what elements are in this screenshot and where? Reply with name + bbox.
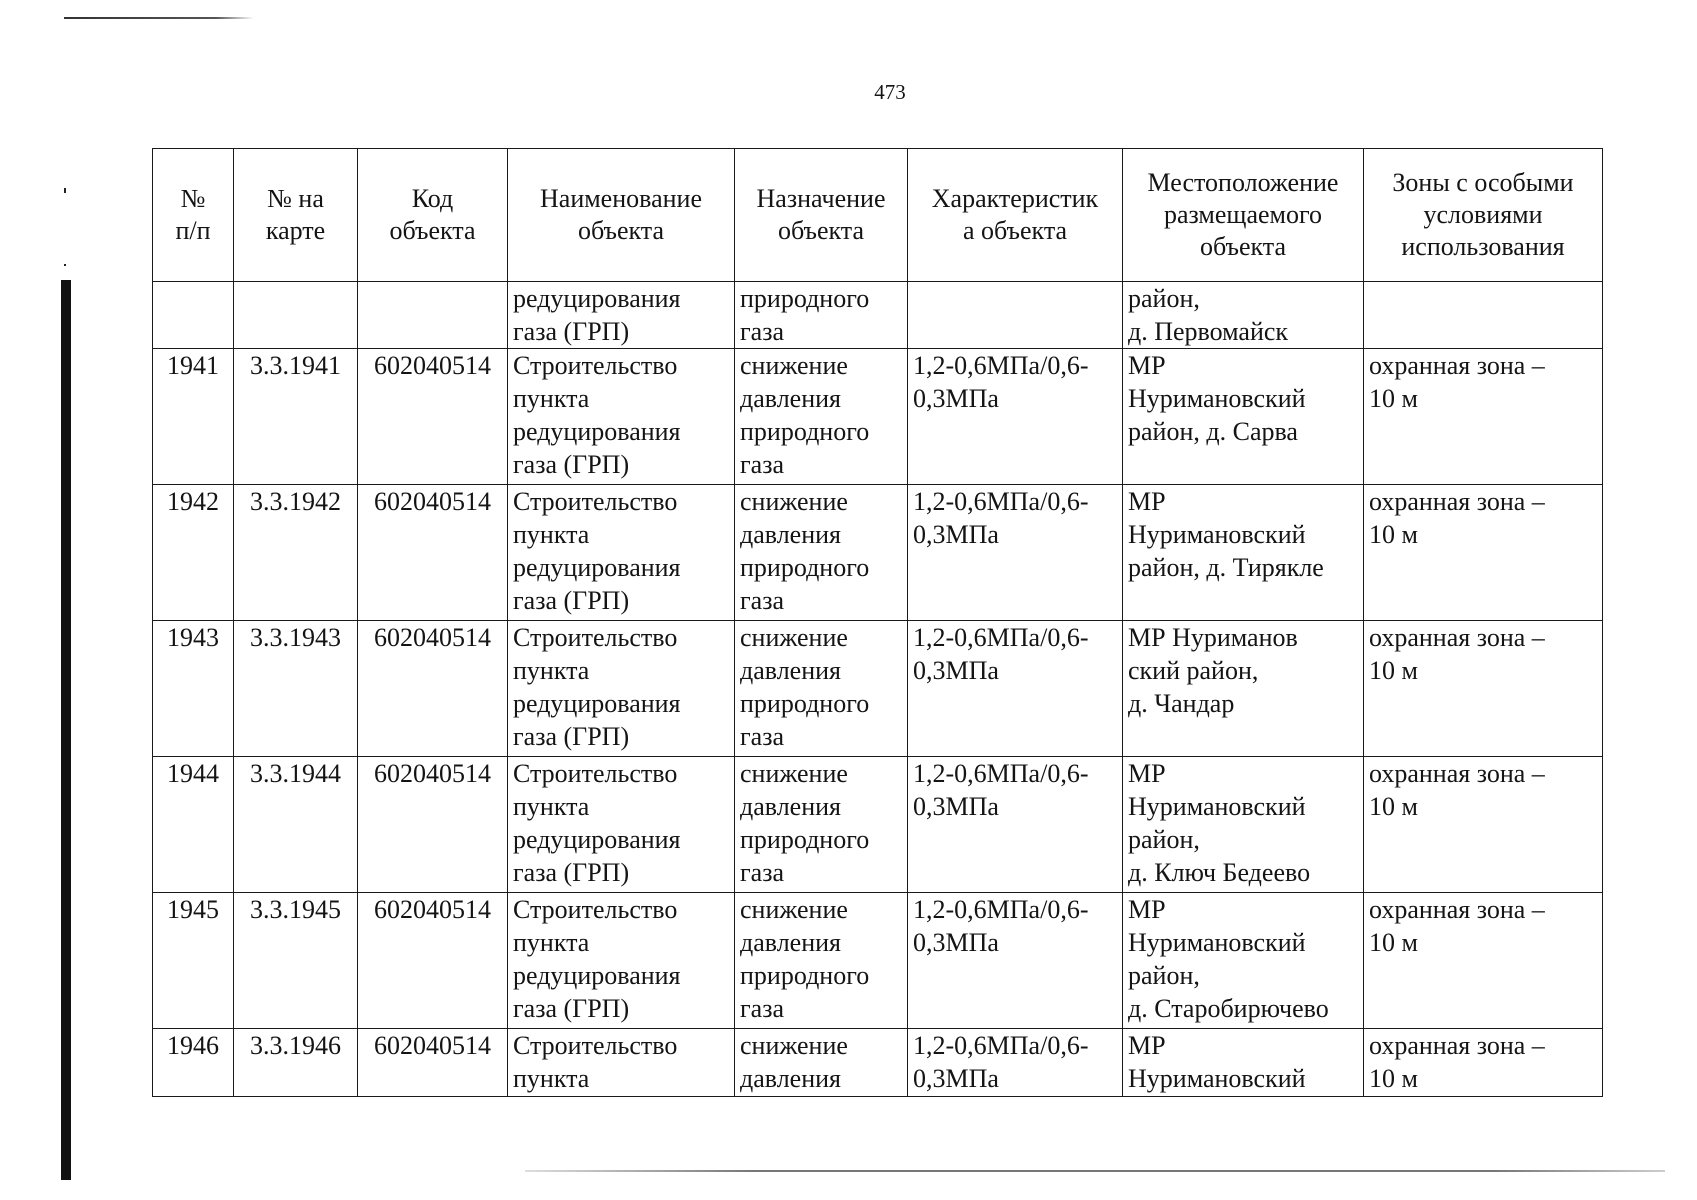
cell-text: район,: [1128, 284, 1200, 313]
object-purpose-text: давления: [740, 384, 842, 413]
table-cell: [358, 282, 508, 349]
object-name-text: пункта: [513, 928, 590, 957]
table-row: [153, 621, 1603, 757]
page-number: 473: [874, 80, 906, 104]
object-purpose: [735, 485, 908, 621]
map-number-text: 3.3.1946: [250, 1031, 341, 1060]
object-name-text: газа (ГРП): [513, 450, 630, 479]
object-purpose-text: снижение: [740, 1031, 848, 1060]
object-characteristics: [908, 1029, 1123, 1097]
map-number-text: 3.3.1943: [250, 623, 341, 652]
map-number: [234, 1029, 358, 1097]
object-characteristics-text: 0,3МПа: [913, 520, 999, 549]
object-name-text: Строительство: [513, 623, 678, 652]
column-header-5: [735, 149, 908, 282]
column-header-line: Зоны с особыми: [1392, 168, 1574, 197]
object-name-text: пункта: [513, 656, 590, 685]
map-number-text: 3.3.1944: [250, 759, 341, 788]
column-header-2: [234, 149, 358, 282]
scan-speck: [64, 188, 66, 193]
object-purpose-text: давления: [740, 928, 842, 957]
object-characteristics-text: 0,3МПа: [913, 384, 999, 413]
object-characteristics: [908, 349, 1123, 485]
column-header-line: условиями: [1423, 200, 1543, 229]
row-number: [153, 757, 234, 893]
object-name-text: редуцирования: [513, 961, 681, 990]
object-purpose-text: природного: [740, 553, 870, 582]
row-number: [153, 893, 234, 1029]
object-purpose-text: давления: [740, 1064, 842, 1093]
map-number: [234, 757, 358, 893]
row-number: [153, 1029, 234, 1097]
object-name: [508, 621, 735, 757]
map-number: [234, 485, 358, 621]
object-purpose-text: газа: [740, 722, 785, 751]
scan-speck: [64, 264, 66, 266]
object-purpose-text: газа: [740, 994, 785, 1023]
object-code: [358, 485, 508, 621]
object-location-text: д. Ключ Бедеево: [1128, 858, 1311, 887]
object-code: [358, 757, 508, 893]
restriction-zone-text: 10 м: [1369, 1064, 1418, 1093]
object-location-text: район, д. Тирякле: [1128, 553, 1324, 582]
object-purpose-text: природного: [740, 417, 870, 446]
table-row: [153, 893, 1603, 1029]
object-purpose-text: природного: [740, 825, 870, 854]
object-location: [1123, 1029, 1364, 1097]
object-purpose-text: природного: [740, 961, 870, 990]
row-number-text: 1945: [167, 895, 219, 924]
column-header-line: Местоположение: [1147, 168, 1339, 197]
object-characteristics: [908, 621, 1123, 757]
object-name-text: газа (ГРП): [513, 994, 630, 1023]
cell-text: газа: [740, 317, 785, 346]
object-location: [1123, 893, 1364, 1029]
table-cell: [908, 282, 1123, 349]
restriction-zone-text: охранная зона –: [1369, 759, 1545, 788]
row-number-text: 1943: [167, 623, 219, 652]
map-number-text: 3.3.1942: [250, 487, 341, 516]
object-purpose: [735, 1029, 908, 1097]
object-location-text: Нуримановский: [1128, 792, 1306, 821]
object-name-text: Строительство: [513, 759, 678, 788]
object-name: [508, 757, 735, 893]
row-number-text: 1941: [167, 351, 219, 380]
column-header-line: Назначение: [756, 184, 886, 213]
object-location-text: МР Нуриманов: [1128, 623, 1298, 652]
column-header-line: использования: [1401, 232, 1565, 261]
table-row: [153, 485, 1603, 621]
map-number: [234, 349, 358, 485]
object-name-text: пункта: [513, 520, 590, 549]
column-header-line: размещаемого: [1163, 200, 1322, 229]
object-location-text: МР: [1128, 759, 1166, 788]
object-location: [1123, 757, 1364, 893]
object-characteristics: [908, 485, 1123, 621]
row-number: [153, 485, 234, 621]
restriction-zone: [1364, 349, 1603, 485]
object-location-text: район,: [1128, 825, 1200, 854]
object-characteristics-text: 1,2-0,6МПа/0,6-: [913, 623, 1089, 652]
table-cell: [1364, 282, 1603, 349]
object-location-text: МР: [1128, 895, 1166, 924]
object-name: [508, 1029, 735, 1097]
scan-artifact-left-edge: [61, 280, 71, 1180]
object-code-text: 602040514: [374, 487, 491, 516]
restriction-zone-text: 10 м: [1369, 384, 1418, 413]
object-name-text: Строительство: [513, 895, 678, 924]
row-number-text: 1946: [167, 1031, 219, 1060]
object-purpose-text: снижение: [740, 351, 848, 380]
object-purpose: [735, 893, 908, 1029]
object-code-text: 602040514: [374, 895, 491, 924]
object-code-text: 602040514: [374, 1031, 491, 1060]
object-location-text: д. Старобирючево: [1128, 994, 1329, 1023]
object-location-text: Нуримановский: [1128, 520, 1306, 549]
row-number-text: 1942: [167, 487, 219, 516]
map-number: [234, 893, 358, 1029]
cell-text: д. Первомайск: [1128, 317, 1289, 346]
column-header-line: Характеристик: [931, 184, 1099, 213]
restriction-zone: [1364, 621, 1603, 757]
row-number: [153, 621, 234, 757]
object-name-text: пункта: [513, 1064, 590, 1093]
table-header-row: [153, 149, 1603, 282]
object-code-text: 602040514: [374, 759, 491, 788]
restriction-zone-text: охранная зона –: [1369, 351, 1545, 380]
column-header-3: [358, 149, 508, 282]
object-purpose-text: давления: [740, 520, 842, 549]
object-code: [358, 1029, 508, 1097]
object-name-text: газа (ГРП): [513, 858, 630, 887]
cell-text: природного: [740, 284, 870, 313]
object-name-text: пункта: [513, 384, 590, 413]
column-header-line: Код: [411, 184, 454, 213]
map-number-text: 3.3.1945: [250, 895, 341, 924]
column-header-7: [1123, 149, 1364, 282]
object-name-text: Строительство: [513, 1031, 678, 1060]
table-cell: [508, 282, 735, 349]
object-name-text: редуцирования: [513, 689, 681, 718]
object-name-text: пункта: [513, 792, 590, 821]
column-header-line: объекта: [577, 216, 665, 245]
object-location: [1123, 349, 1364, 485]
restriction-zone: [1364, 485, 1603, 621]
object-characteristics-text: 1,2-0,6МПа/0,6-: [913, 759, 1089, 788]
table-row-continued: [153, 282, 1603, 349]
object-code-text: 602040514: [374, 351, 491, 380]
object-purpose-text: снижение: [740, 759, 848, 788]
object-location-text: район, д. Сарва: [1128, 417, 1298, 446]
object-location: [1123, 485, 1364, 621]
object-location-text: район,: [1128, 961, 1200, 990]
table-row: [153, 1029, 1603, 1097]
row-number: [153, 349, 234, 485]
object-location-text: Нуримановский: [1128, 384, 1306, 413]
object-location-text: МР: [1128, 1031, 1166, 1060]
object-characteristics-text: 1,2-0,6МПа/0,6-: [913, 895, 1089, 924]
table-cell: [1123, 282, 1364, 349]
object-purpose: [735, 757, 908, 893]
table-row: [153, 349, 1603, 485]
restriction-zone: [1364, 757, 1603, 893]
object-purpose: [735, 621, 908, 757]
scan-artifact-top-line: [64, 17, 254, 19]
object-purpose-text: давления: [740, 792, 842, 821]
column-header-1: [153, 149, 234, 282]
object-name: [508, 349, 735, 485]
restriction-zone-text: 10 м: [1369, 520, 1418, 549]
column-header-line: объекта: [389, 216, 476, 245]
object-name-text: редуцирования: [513, 417, 681, 446]
object-location-text: д. Чандар: [1128, 689, 1235, 718]
object-name: [508, 893, 735, 1029]
objects-table: [152, 148, 1603, 1097]
column-header-line: объекта: [1199, 232, 1287, 261]
object-code: [358, 349, 508, 485]
column-header-line: № на: [267, 184, 324, 213]
object-characteristics-text: 0,3МПа: [913, 792, 999, 821]
object-purpose-text: снижение: [740, 487, 848, 516]
object-characteristics-text: 1,2-0,6МПа/0,6-: [913, 487, 1089, 516]
object-location-text: МР: [1128, 351, 1166, 380]
column-header-line: п/п: [175, 216, 211, 245]
column-header-line: Наименование: [540, 184, 702, 213]
object-name: [508, 485, 735, 621]
object-characteristics-text: 0,3МПа: [913, 656, 999, 685]
object-location-text: МР: [1128, 487, 1166, 516]
scan-artifact-bottom-line: [525, 1170, 1665, 1172]
object-name-text: редуцирования: [513, 553, 681, 582]
restriction-zone: [1364, 893, 1603, 1029]
object-purpose: [735, 349, 908, 485]
object-location-text: Нуримановский: [1128, 928, 1306, 957]
object-name-text: редуцирования: [513, 825, 681, 854]
cell-text: газа (ГРП): [513, 317, 630, 346]
restriction-zone-text: 10 м: [1369, 792, 1418, 821]
object-characteristics: [908, 757, 1123, 893]
row-number-text: 1944: [167, 759, 219, 788]
map-number-text: 3.3.1941: [250, 351, 341, 380]
object-characteristics-text: 1,2-0,6МПа/0,6-: [913, 351, 1089, 380]
object-location-text: Нуримановский: [1128, 1064, 1306, 1093]
object-name-text: Строительство: [513, 487, 678, 516]
object-purpose-text: снижение: [740, 623, 848, 652]
table-row: [153, 757, 1603, 893]
object-name-text: Строительство: [513, 351, 678, 380]
object-name-text: газа (ГРП): [513, 722, 630, 751]
object-characteristics: [908, 893, 1123, 1029]
column-header-6: [908, 149, 1123, 282]
object-purpose-text: снижение: [740, 895, 848, 924]
object-code: [358, 621, 508, 757]
object-code: [358, 893, 508, 1029]
restriction-zone: [1364, 1029, 1603, 1097]
restriction-zone-text: 10 м: [1369, 928, 1418, 957]
table-cell: [735, 282, 908, 349]
restriction-zone-text: охранная зона –: [1369, 623, 1545, 652]
restriction-zone-text: 10 м: [1369, 656, 1418, 685]
column-header-line: №: [180, 184, 206, 213]
object-location-text: ский район,: [1128, 656, 1259, 685]
restriction-zone-text: охранная зона –: [1369, 487, 1545, 516]
restriction-zone-text: охранная зона –: [1369, 1031, 1545, 1060]
object-characteristics-text: 0,3МПа: [913, 1064, 999, 1093]
column-header-line: карте: [265, 216, 326, 245]
restriction-zone-text: охранная зона –: [1369, 895, 1545, 924]
object-purpose-text: газа: [740, 858, 785, 887]
object-purpose-text: газа: [740, 450, 785, 479]
table-cell: [153, 282, 234, 349]
column-header-4: [508, 149, 735, 282]
object-characteristics-text: 1,2-0,6МПа/0,6-: [913, 1031, 1089, 1060]
column-header-8: [1364, 149, 1603, 282]
column-header-line: объекта: [777, 216, 865, 245]
object-code-text: 602040514: [374, 623, 491, 652]
object-purpose-text: давления: [740, 656, 842, 685]
map-number: [234, 621, 358, 757]
object-purpose-text: природного: [740, 689, 870, 718]
object-characteristics-text: 0,3МПа: [913, 928, 999, 957]
object-purpose-text: газа: [740, 586, 785, 615]
column-header-line: а объекта: [962, 216, 1068, 245]
table-cell: [234, 282, 358, 349]
cell-text: редуцирования: [513, 284, 681, 313]
object-name-text: газа (ГРП): [513, 586, 630, 615]
object-location: [1123, 621, 1364, 757]
